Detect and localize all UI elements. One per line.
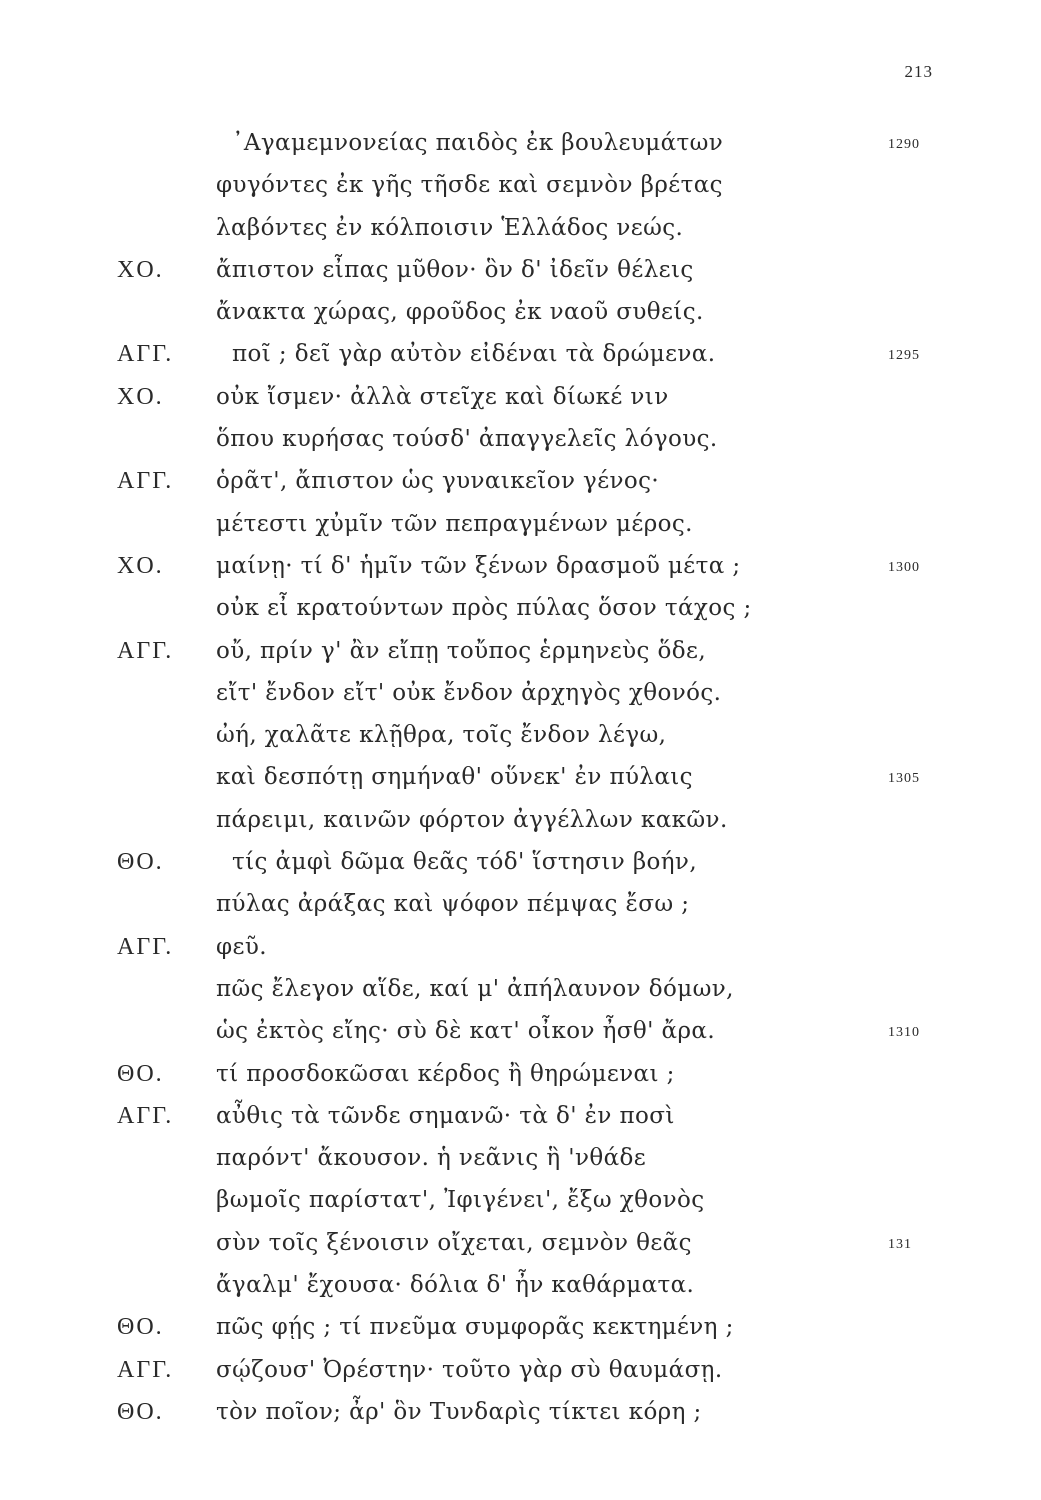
verse-text: ὁρᾶτ', ἄπιστον ὡς γυναικεῖον γένος· — [216, 468, 660, 495]
verse-text: ἄνακτα χώρας, φροῦδος ἐκ ναοῦ συθείς. — [216, 299, 704, 326]
speaker-label: ΑΓΓ. — [117, 1102, 174, 1129]
verse-text: ὠή, χαλᾶτε κλῇθρα, τοῖς ἔνδον λέγω, — [216, 722, 667, 749]
verse-line — [0, 1391, 1041, 1433]
verse-line — [0, 630, 1041, 672]
speaker-label: ΑΓΓ. — [117, 637, 174, 664]
verse-line — [0, 587, 1041, 629]
verse-text: οὔ, πρίν γ' ἂν εἴπῃ τοὔπος ἑρμηνεὺς ὅδε, — [216, 637, 707, 664]
verse-text: σῴζουσ' Ὀρέστην· τοῦτο γὰρ σὺ θαυμάσῃ. — [216, 1356, 723, 1383]
verse-text: εἴτ' ἔνδον εἴτ' οὐκ ἔνδον ἀρχηγὸς χθονός. — [216, 679, 722, 706]
verse-line — [0, 1264, 1041, 1306]
verse-text: πῶς φῄς ; τί πνεῦμα συμφορᾶς κεκτημένη ; — [216, 1314, 734, 1341]
verse-line — [0, 545, 1041, 587]
verse-text: τὸν ποῖον; ἆρ' ὃν Τυνδαρὶς τίκτει κόρη ; — [216, 1398, 702, 1425]
verse-line — [0, 376, 1041, 418]
verse-line — [0, 968, 1041, 1010]
line-number: 1305 — [888, 771, 920, 787]
verse-text: ὡς ἐκτὸς εἴης· σὺ δὲ κατ' οἶκον ἦσθ' ἄρα. — [216, 1018, 716, 1045]
verse-text: φυγόντες ἐκ γῆς τῆσδε καὶ σεμνὸν βρέτας — [216, 172, 723, 199]
verse-text: ὅπου κυρήσας τούσδ' ἀπαγγελεῖς λόγους. — [216, 426, 718, 453]
verse-line — [0, 460, 1041, 502]
verse-line — [0, 672, 1041, 714]
verse-line — [0, 1095, 1041, 1137]
verse-line — [0, 714, 1041, 756]
verse-line — [0, 1010, 1041, 1052]
verse-text: ἄπιστον εἶπας μῦθον· ὃν δ' ἰδεῖν θέλεις — [216, 256, 694, 283]
verse-text: μαίνῃ· τί δ' ἡμῖν τῶν ξένων δρασμοῦ μέτα ; — [216, 552, 741, 579]
verse-text: ᾿Αγαμεμνονείας παιδὸς ἐκ βουλευμάτων — [232, 130, 724, 156]
speaker-label: ΑΓΓ. — [117, 341, 174, 368]
page-number: 213 — [904, 62, 933, 81]
verse-text: ἄγαλμ' ἔχουσα· δόλια δ' ἦν καθάρματα. — [216, 1272, 695, 1299]
verse-line — [0, 799, 1041, 841]
speaker-label: ΧΟ. — [117, 256, 164, 283]
verse-text: οὐκ εἶ κρατούντων πρὸς πύλας ὅσον τάχος ; — [216, 595, 752, 622]
verse-text: τίς ἀμφὶ δῶμα θεᾶς τόδ' ἵστησιν βοήν, — [232, 849, 698, 876]
verse-line — [0, 1137, 1041, 1179]
speaker-label: ΑΓΓ. — [117, 933, 174, 960]
speaker-label: ΘΟ. — [117, 1314, 164, 1341]
verse-text: αὖθις τὰ τῶνδε σημανῶ· τὰ δ' ἐν ποσὶ — [216, 1102, 675, 1129]
speaker-label: ΘΟ. — [117, 849, 164, 876]
verse-line — [0, 841, 1041, 883]
verse-line — [0, 1349, 1041, 1391]
verse-text: οὐκ ἴσμεν· ἀλλὰ στεῖχε καὶ δίωκέ νιν — [216, 383, 669, 410]
verse-text: καὶ δεσπότῃ σημήναθ' οὕνεκ' ἐν πύλαις — [216, 764, 693, 791]
line-number: 1290 — [888, 137, 920, 152]
verse-line — [0, 756, 1041, 798]
verse-line — [0, 418, 1041, 460]
verse-line — [0, 1053, 1041, 1095]
verse-text: τί προσδοκῶσαι κέρδος ἢ θηρώμεναι ; — [216, 1060, 675, 1087]
speaker-label: ΘΟ. — [117, 1398, 164, 1425]
verse-line — [0, 333, 1041, 375]
verse-line — [0, 1179, 1041, 1221]
verse-line — [0, 122, 1041, 164]
speaker-label: ΧΟ. — [117, 552, 164, 579]
verse-line — [0, 883, 1041, 925]
verse-line — [0, 207, 1041, 249]
verse-line — [0, 1306, 1041, 1348]
verse-line — [0, 249, 1041, 291]
line-number: 131 — [888, 1236, 912, 1252]
line-number: 1310 — [888, 1025, 920, 1041]
verse-text: λαβόντες ἐν κόλποισιν Ἑλλάδος νεώς. — [216, 214, 684, 241]
verse-line — [0, 926, 1041, 968]
verse-text: πύλας ἀράξας καὶ ψόφον πέμψας ἔσω ; — [216, 891, 690, 918]
speaker-label: ΑΓΓ. — [117, 1356, 174, 1383]
verse-text: ποῖ ; δεῖ γὰρ αὐτὸν εἰδέναι τὰ δρώμενα. — [232, 341, 716, 368]
line-number: 1295 — [888, 348, 920, 364]
verse-text: πῶς ἔλεγον αἵδε, καί μ' ἀπήλαυνον δόμων, — [216, 975, 734, 1002]
verse-block — [0, 122, 1041, 1433]
verse-text: σὺν τοῖς ξένοισιν οἴχεται, σεμνὸν θεᾶς — [216, 1229, 692, 1256]
verse-line — [0, 164, 1041, 206]
line-number: 1300 — [888, 559, 920, 575]
speaker-label: ΑΓΓ. — [117, 468, 174, 495]
verse-line — [0, 291, 1041, 333]
verse-text: μέτεστι χὐμῖν τῶν πεπραγμένων μέρος. — [216, 510, 693, 537]
verse-text: πάρειμι, καινῶν φόρτον ἀγγέλλων κακῶν. — [216, 806, 728, 833]
speaker-label: ΧΟ. — [117, 383, 164, 410]
verse-line — [0, 1222, 1041, 1264]
verse-line — [0, 503, 1041, 545]
speaker-label: ΘΟ. — [117, 1060, 164, 1087]
verse-text: παρόντ' ἄκουσον. ἡ νεᾶνις ἣ 'νθάδε — [216, 1145, 647, 1172]
verse-text: φεῦ. — [216, 933, 267, 960]
verse-text: βωμοῖς παρίστατ', Ἰφιγένει', ἔξω χθονὸς — [216, 1187, 705, 1214]
